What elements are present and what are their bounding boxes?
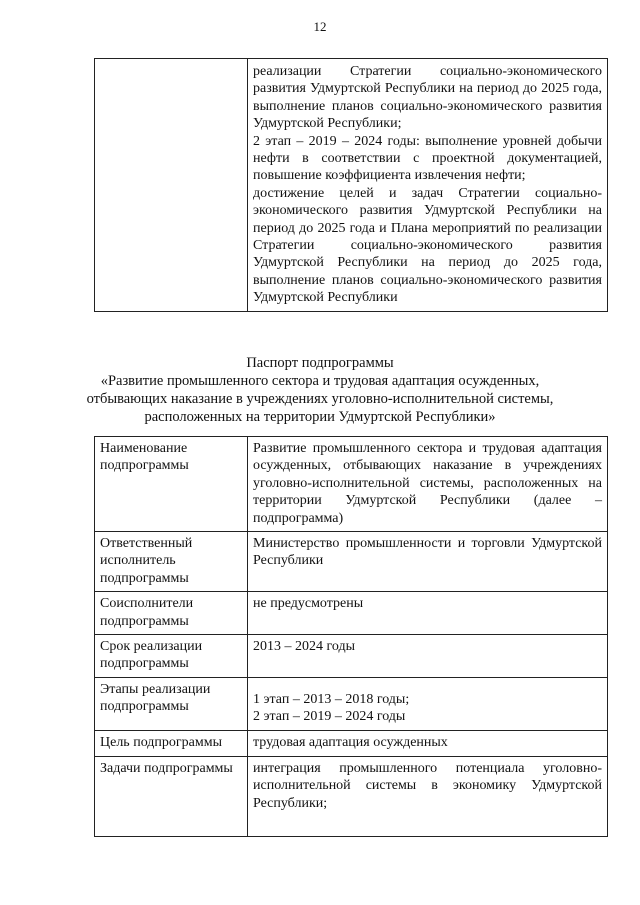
- row-value: не предусмотрены: [248, 592, 608, 635]
- stage-line: 2 этап – 2019 – 2024 годы: [253, 709, 406, 725]
- row-value: Министерство промышленности и торговли Удмуртской Республики: [248, 532, 608, 592]
- row-label: Задачи подпрограммы: [95, 756, 248, 836]
- table-row: [95, 592, 608, 635]
- passport-title-line: «Развитие промышленного сектора и трудовая адаптация осужденных,: [100, 373, 540, 389]
- right-cell: [248, 59, 608, 312]
- left-cell-empty: [95, 59, 248, 312]
- table-row: [95, 730, 608, 756]
- table-row: [95, 756, 608, 836]
- row-value: трудовая адаптация осужденных: [248, 730, 608, 756]
- table-row: [95, 677, 608, 730]
- stage-line: 1 этап – 2013 – 2018 годы;: [253, 691, 410, 707]
- table-row: [95, 635, 608, 678]
- row-label: Ответственный исполнитель подпрограммы: [95, 532, 248, 592]
- row-label: Срок реализации подпрограммы: [95, 635, 248, 678]
- passport-title-line: отбывающих наказание в учреждениях уголовно-исполнительной системы,: [86, 391, 554, 407]
- row-label: Этапы реализации подпрограммы: [95, 677, 248, 730]
- table-row: [95, 59, 608, 312]
- row-label: Наименование подпрограммы: [95, 437, 248, 532]
- row-label: Соисполнители подпрограммы: [95, 592, 248, 635]
- passport-heading: Паспорт подпрограммы: [246, 355, 394, 371]
- passport-title-line: расположенных на территории Удмуртской Республики»: [144, 409, 496, 425]
- passport-table: [94, 436, 608, 837]
- passport-title-block: [60, 354, 580, 426]
- row-value: Развитие промышленного сектора и трудовая адаптация осужденных, отбывающих наказание в учреждениях уголовно-исполнительной системы, расположенных на территории Удмуртской Республики (далее – подпрограмма): [248, 437, 608, 532]
- continuation-table: [94, 58, 608, 312]
- paragraph: достижение целей и задач Стратегии социально-экономического развития Удмуртской Республики на период до 2025 года и Плана мероприятий по реализации Стратегии социально-экономического развития Удмуртской Республики на период до 2025 года, выполнение планов социально-экономического развития Удмуртской Республики: [253, 185, 602, 306]
- table-row: [95, 437, 608, 532]
- page-number: 12: [313, 19, 327, 34]
- table-row: [95, 532, 608, 592]
- row-value: [248, 677, 608, 730]
- paragraph: 2 этап – 2019 – 2024 годы: выполнение уровней добычи нефти в соответствии с проектной документацией, повышение коэффициента извлечения нефти;: [253, 133, 602, 184]
- row-value: интеграция промышленного потенциала уголовно-исполнительной системы в экономику Удмуртской Республики;: [248, 756, 608, 836]
- row-label: Цель подпрограммы: [95, 730, 248, 756]
- row-value: 2013 – 2024 годы: [248, 635, 608, 678]
- paragraph: реализации Стратегии социально-экономического развития Удмуртской Республики на период до 2025 года, выполнение планов социально-экономического развития Удмуртской Республики;: [253, 64, 602, 132]
